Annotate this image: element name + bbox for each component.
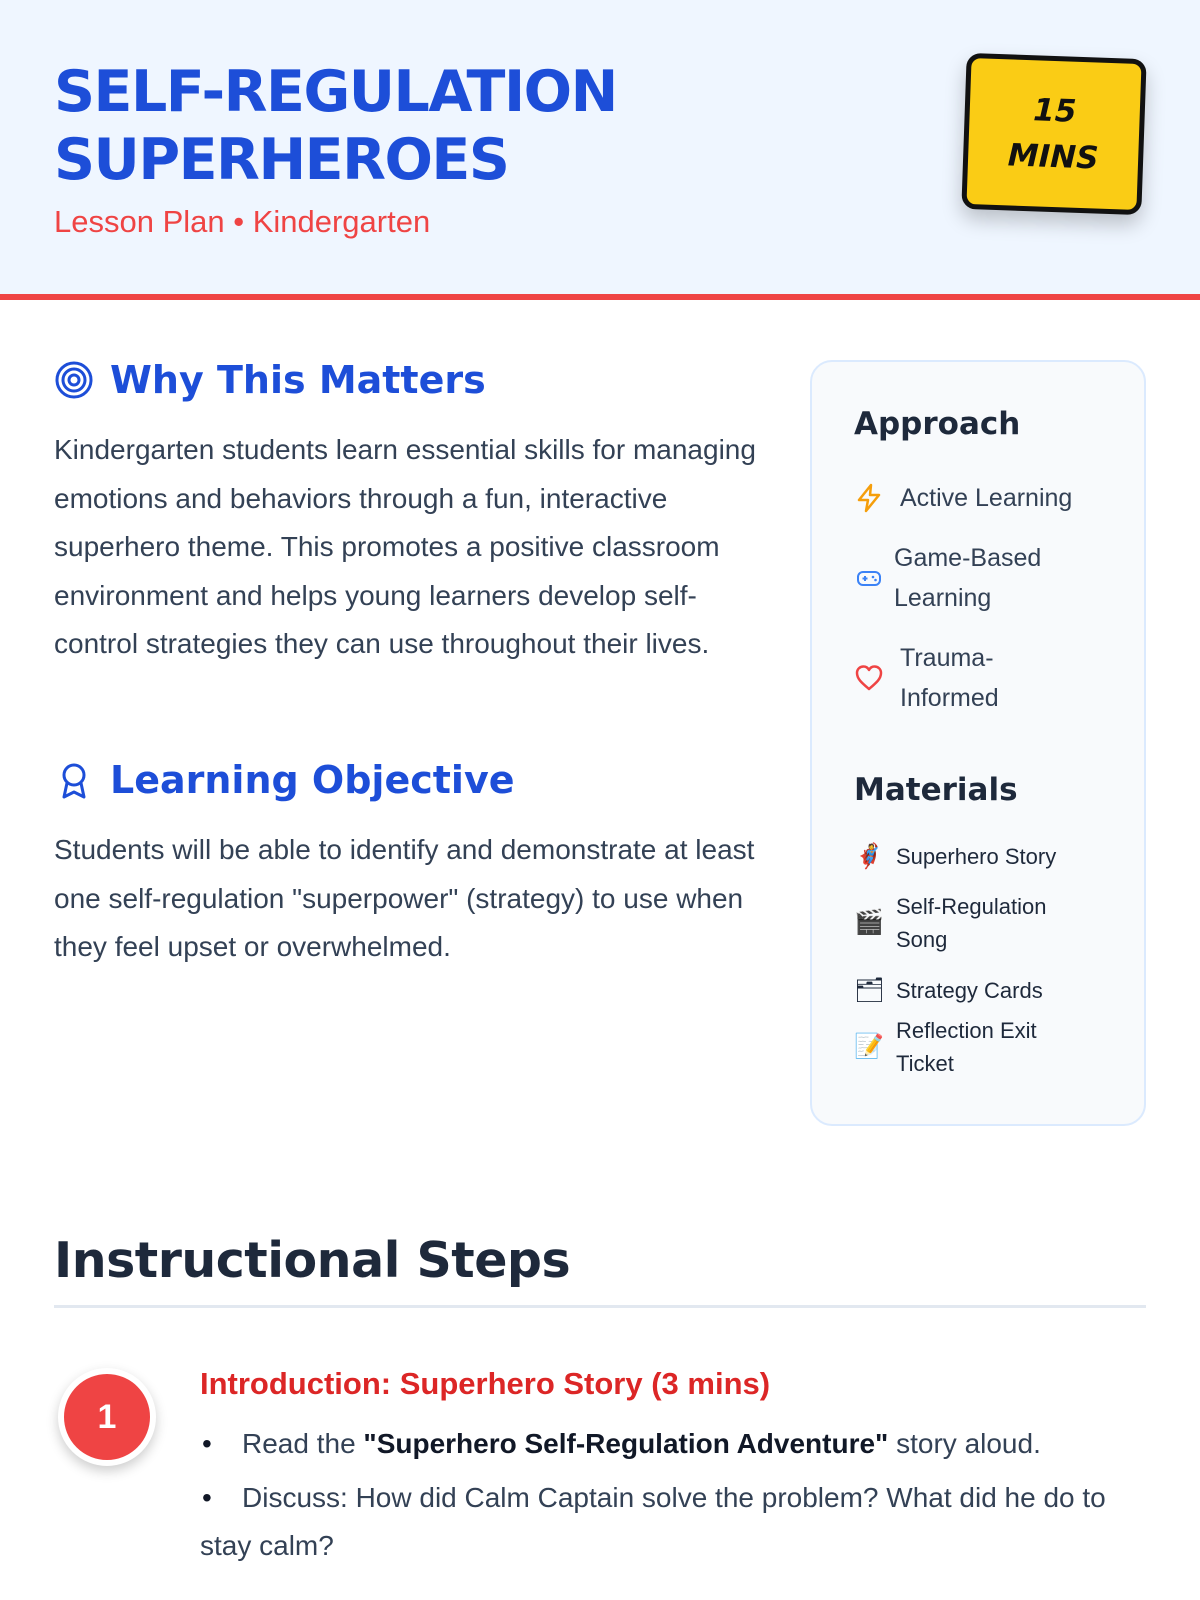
clapperboard-icon: 🎬 [854, 909, 884, 936]
superhero-icon: 🦸 [854, 842, 884, 870]
bullet-dot: • [202, 1482, 212, 1513]
material-item [854, 890, 1094, 956]
approach-item-active-learning [854, 478, 1072, 518]
page-title [54, 58, 814, 194]
step-bullet-list [200, 1420, 1150, 1576]
memo-icon: 📝 [854, 1033, 884, 1060]
material-item [854, 1014, 1094, 1080]
why-section-title [54, 358, 486, 402]
bullet-text-post: story aloud. [888, 1428, 1041, 1459]
gamepad-icon [854, 563, 884, 593]
material-label: Superhero Story [896, 844, 1057, 869]
material-item [854, 840, 1056, 873]
step-title: Introduction: Superhero Story (3 mins) [200, 1366, 771, 1401]
bullet-dot: • [202, 1428, 212, 1459]
sidebar-panel [810, 360, 1146, 1126]
why-title-text: Why This Matters [110, 358, 486, 402]
step-bullet [200, 1474, 1150, 1570]
heart-icon [854, 663, 884, 693]
lesson-header [0, 0, 1200, 300]
why-text: Kindergarten students learn essential skills for managing emotions and behaviors through a fun, interactive superhero theme. This promotes a positive classroom environment and helps young learners develop self-control strategies they can use throughout their lives. [54, 434, 756, 659]
step-number-badge: 1 [58, 1368, 156, 1466]
divider [54, 1305, 1146, 1308]
objective-section-title [54, 758, 515, 802]
objective-title-text: Learning Objective [110, 758, 515, 802]
bullet-text-pre: Read the [242, 1428, 364, 1459]
duration-unit: MINS [1007, 137, 1100, 177]
objective-text: Students will be able to identify and demonstrate at least one self-regulation "superpower" (strategy) to use when they feel upset or overwhelmed. [54, 834, 755, 962]
materials-title: Materials [854, 772, 1018, 808]
award-ribbon-icon [54, 760, 94, 800]
duration-value: 15 [1032, 92, 1077, 130]
approach-item-game-based [854, 538, 1074, 618]
material-label: Strategy Cards [896, 978, 1043, 1003]
material-label: Reflection Exit Ticket [896, 1018, 1037, 1076]
lesson-subtitle: Lesson Plan • Kindergarten [54, 204, 431, 239]
approach-item-trauma-informed [854, 638, 1044, 718]
approach-title: Approach [854, 406, 1021, 442]
step-bullet [200, 1420, 1150, 1468]
title-line-2: SUPERHEROES [54, 127, 509, 193]
approach-label: Trauma-Informed [900, 644, 999, 712]
material-label: Self-Regulation Song [896, 894, 1047, 952]
card-box-icon: 🗂 [854, 976, 885, 1004]
approach-label: Game-Based Learning [894, 544, 1042, 612]
approach-label: Active Learning [900, 484, 1073, 512]
steps-title: Instructional Steps [54, 1232, 571, 1289]
bullet-text: Discuss: How did Calm Captain solve the problem? What did he do to stay calm? [200, 1482, 1106, 1561]
duration-badge [961, 53, 1146, 215]
target-icon [54, 360, 94, 400]
material-item [854, 974, 1043, 1007]
title-line-1: SELF-REGULATION [54, 59, 617, 125]
story-name: "Superhero Self-Regulation Adventure" [363, 1428, 889, 1459]
lightning-icon [854, 483, 884, 513]
